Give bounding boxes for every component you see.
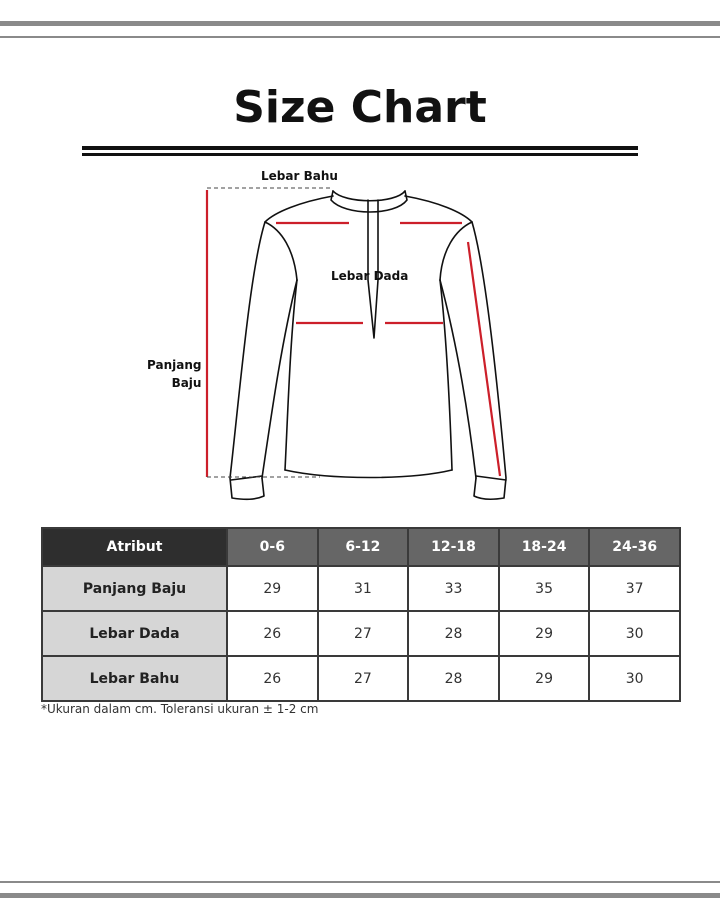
title-underline-top <box>82 146 638 150</box>
label-panjang-baju <box>147 356 201 392</box>
shirt-diagram <box>0 160 720 520</box>
guide-lines <box>207 188 333 477</box>
header-size: 18-24 <box>499 528 590 566</box>
page-title: Size Chart <box>233 82 487 133</box>
row-label: Lebar Bahu <box>42 656 227 701</box>
table-cell: 33 <box>408 566 499 611</box>
table-cell: 28 <box>408 656 499 701</box>
table-cell: 26 <box>227 611 318 656</box>
row-label: Lebar Dada <box>42 611 227 656</box>
top-border-thick <box>0 21 720 26</box>
shirt-illustration <box>0 160 720 520</box>
table-cell: 31 <box>318 566 409 611</box>
table-cell: 26 <box>227 656 318 701</box>
header-size: 0-6 <box>227 528 318 566</box>
table-cell: 28 <box>408 611 499 656</box>
shirt-outline <box>230 191 506 499</box>
table-cell: 37 <box>589 566 680 611</box>
table-cell: 29 <box>499 611 590 656</box>
header-size: 6-12 <box>318 528 409 566</box>
size-table <box>41 527 681 702</box>
table-row <box>42 611 680 656</box>
table-cell: 30 <box>589 611 680 656</box>
bottom-border-thin <box>0 881 720 883</box>
sleeve-measure <box>468 242 500 476</box>
title-underline-bottom <box>82 153 638 156</box>
header-atribut: Atribut <box>42 528 227 566</box>
bottom-border-thick <box>0 893 720 898</box>
label-lebar-dada: Lebar Dada <box>331 269 409 283</box>
table-cell: 29 <box>499 656 590 701</box>
table-row <box>42 656 680 701</box>
header-size: 12-18 <box>408 528 499 566</box>
table-cell: 27 <box>318 611 409 656</box>
table-row <box>42 566 680 611</box>
measure-lines <box>207 190 500 477</box>
label-lebar-bahu: Lebar Bahu <box>261 169 338 183</box>
header-size: 24-36 <box>589 528 680 566</box>
label-panjang-line2: Baju <box>171 376 202 390</box>
table-header-row <box>42 528 680 566</box>
table-cell: 35 <box>499 566 590 611</box>
size-note: *Ukuran dalam cm. Toleransi ukuran ± 1-2 cm <box>41 702 319 716</box>
row-label: Panjang Baju <box>42 566 227 611</box>
table-cell: 27 <box>318 656 409 701</box>
top-border-thin <box>0 36 720 38</box>
table-cell: 30 <box>589 656 680 701</box>
table-cell: 29 <box>227 566 318 611</box>
label-panjang-line1: Panjang <box>147 358 202 372</box>
